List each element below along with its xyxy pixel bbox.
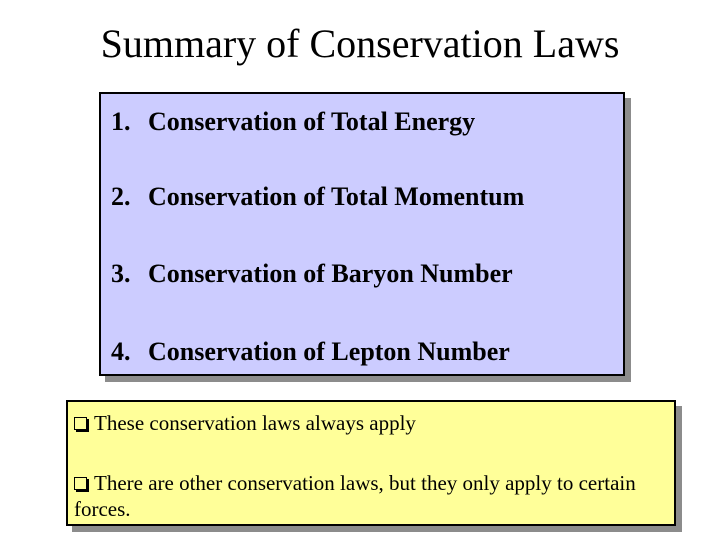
law-text: Conservation of Lepton Number xyxy=(148,337,510,366)
law-number: 4. xyxy=(111,337,131,366)
law-number: 2. xyxy=(111,182,131,211)
law-text: Conservation of Total Momentum xyxy=(148,182,525,211)
page-title: Summary of Conservation Laws xyxy=(100,21,620,66)
note-other-laws xyxy=(74,470,670,522)
note-text: There are other conservation laws, but they only apply to certain forces. xyxy=(74,471,636,521)
checkbox-bullet-icon xyxy=(74,477,87,490)
law-text: Conservation of Baryon Number xyxy=(148,259,513,288)
law-item-momentum xyxy=(111,182,524,212)
law-number: 3. xyxy=(111,259,131,288)
law-item-baryon-number xyxy=(111,259,513,289)
note-text: These conservation laws always apply xyxy=(94,411,416,435)
note-always-apply xyxy=(74,410,416,436)
checkbox-bullet-icon xyxy=(74,417,87,430)
law-text: Conservation of Total Energy xyxy=(148,107,476,136)
notes-box xyxy=(66,400,676,526)
law-item-energy xyxy=(111,107,475,137)
law-number: 1. xyxy=(111,107,131,136)
law-item-lepton-number xyxy=(111,337,510,367)
laws-box xyxy=(99,92,625,376)
